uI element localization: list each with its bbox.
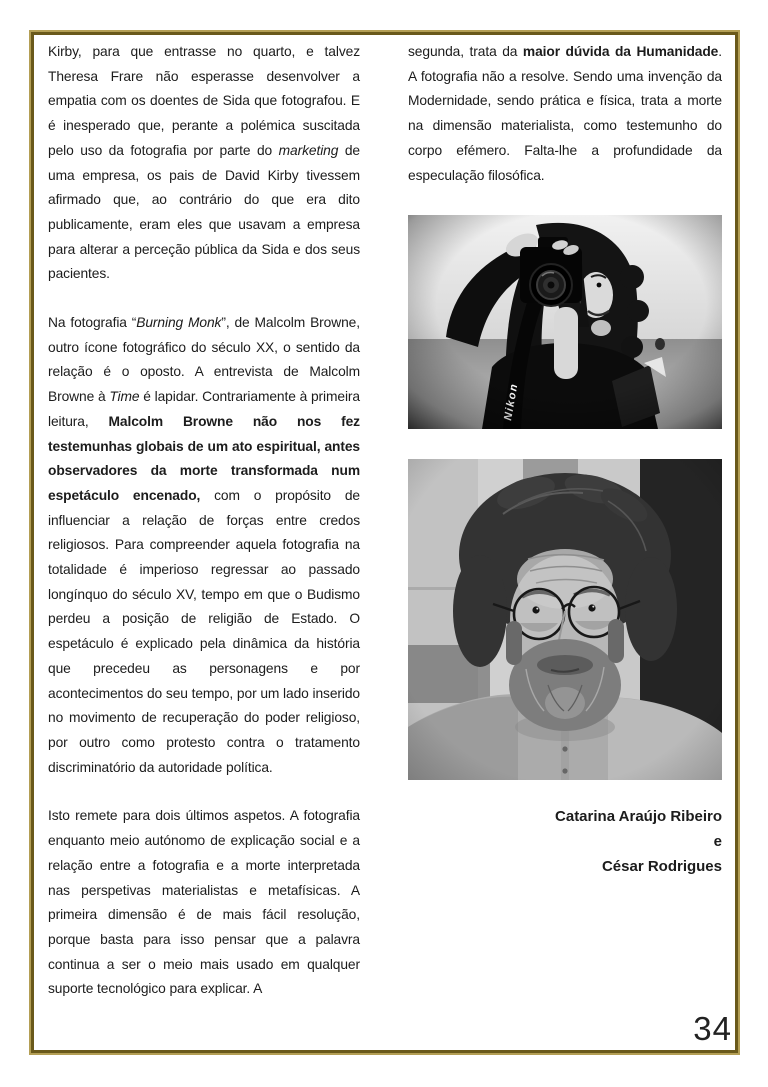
- text-column-right: [408, 40, 722, 212]
- photo2-vignette: [408, 459, 722, 780]
- byline-author-2: César Rodrigues: [601, 858, 722, 875]
- byline: [408, 804, 722, 879]
- paragraph: Kirby, para que entrasse no quarto, e talvez Theresa Frare não esperasse desenvolver a empatia com os doentes de Sida que fotografou. E é inesperado que, perante a polémica suscitada pelo uso da fotografia por parte do marketing de uma empresa, os pais de David Kirby tivessem afirmado que, ao contrário do que era dito publicamente, eram eles que usavam a empresa para alterar a perceção pública da Sida e dos seus pacientes.: [48, 44, 360, 282]
- page-number: 34: [693, 1010, 732, 1047]
- byline-separator: e: [713, 833, 722, 850]
- paragraph: Isto remete para dois últimos aspetos. A fotografia enquanto meio autónomo de explicação social e a relação entre a fotografia e a morte interpretada nas perspetivas materialistas e metafísicas. A primeira dimensão é de mais fácil resolução, porque basta para isso pensar que a palavra continua a ser o meio mais usado em qualquer suporte tecnológico para explicar. A: [48, 808, 360, 997]
- paragraph: Na fotografia “Burning Monk”, de Malcolm Browne, outro ícone fotográfico do século XX, o sentido da relação é o oposto. A entrevista de Malcolm Browne à Time é lapidar. Contrariamente à primeira leitura, Malcolm Browne não nos fez testemunhas globais de um ato espiritual, antes observadores da morte transformada num espetáculo encenado, com o propósito de influenciar a relação de forças entre credos religiosos. Para compreender aquela fotografia na totalidade é imperioso regressar ao passado longínquo do século XV, tempo em que o Budismo perdeu a posição de religião de Estado. O espetáculo é explicado pela dinâmica da história que precedeu as personagens e por acontecimentos do seu tempo, por um lado inserido no movimento de recuperação do poder religioso, por outro como protesto contra o tratamento discriminatório da autoridade política.: [48, 315, 360, 775]
- paragraph: segunda, trata da maior dúvida da Humanidade. A fotografia não a resolve. Sendo uma invenção da Modernidade, sendo prática e física, trata a morte na dimensão materialista, como testemunho do corpo efémero. Falta-lhe a profundidade da especulação filosófica.: [408, 44, 722, 183]
- photo-woman-with-camera: [408, 215, 722, 429]
- text-column-left: [48, 40, 360, 1026]
- photo1-vignette: [408, 215, 722, 429]
- photo-man-portrait: [408, 459, 722, 780]
- byline-author-1: Catarina Araújo Ribeiro: [555, 808, 722, 825]
